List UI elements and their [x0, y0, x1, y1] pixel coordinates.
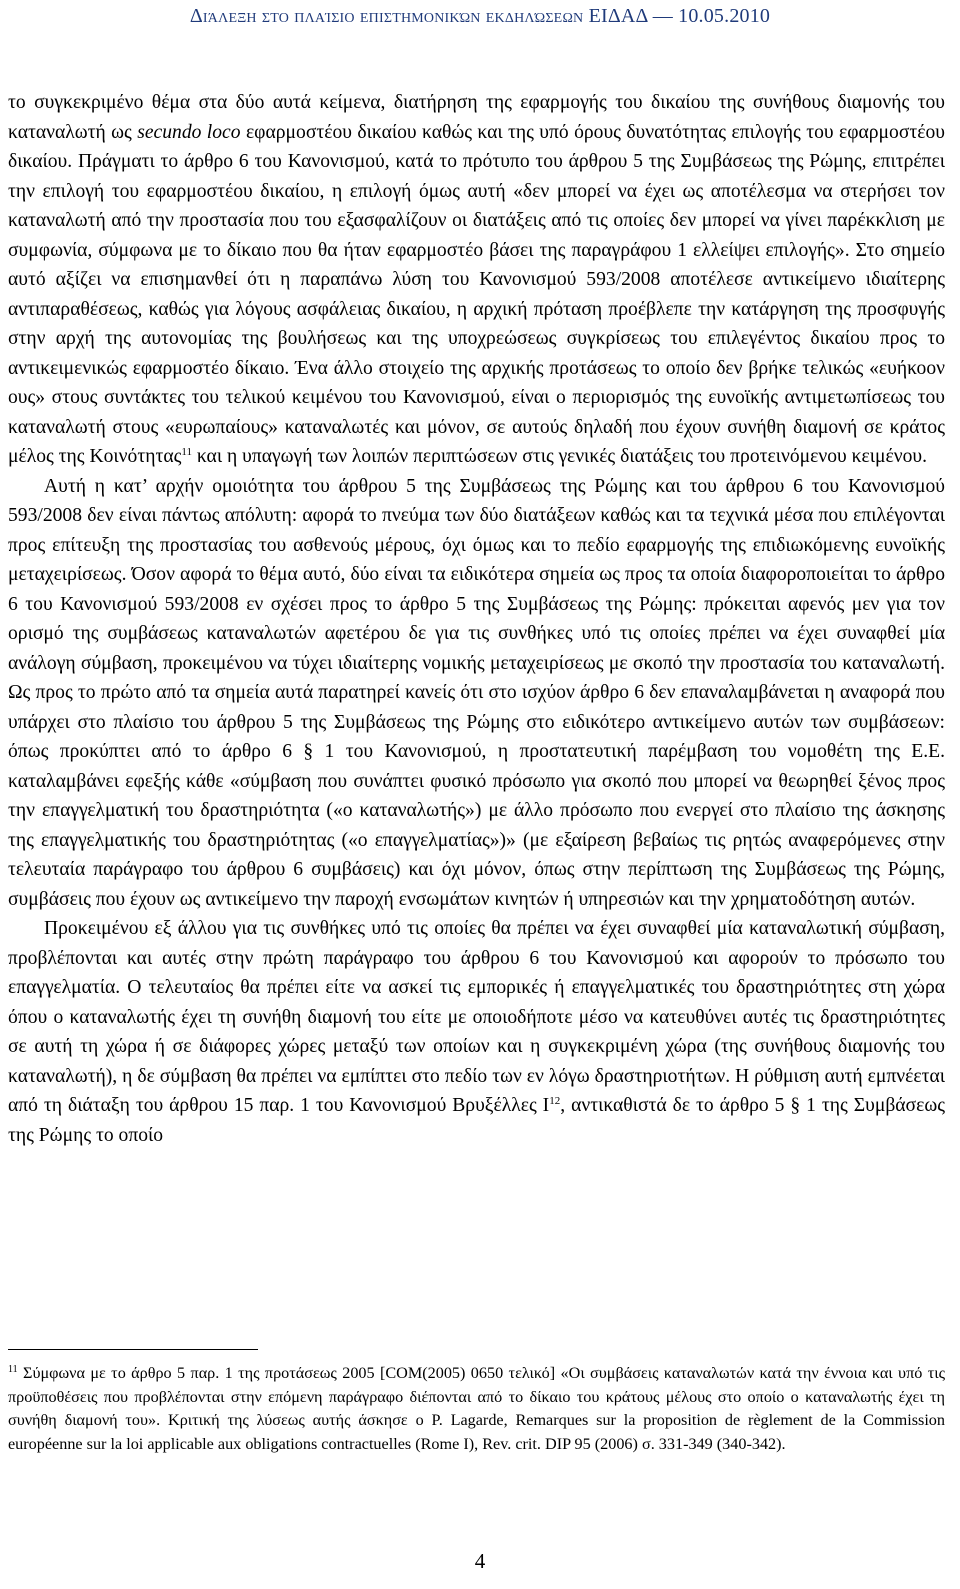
paragraph-1-text-c: και η υπαγωγή των λοιπών περιπτώσεων στις γενικές διατάξεις του προτεινόμενου κειμένου. — [191, 446, 927, 467]
header-date: — 10.05.2010 — [647, 5, 771, 27]
paragraph-3-text-a: Προκειμένου εξ άλλου για τις συνθήκες υπό τις οποίες θα πρέπει να έχει συναφθεί μία καταναλωτική σύμβαση, προβλέπονται και αυτές στην πρώτη παράγραφο του άρθρου 6 του Κανονισμού και αφορούν το πρόσωπο του επαγγελματία. Ο τελευταίος θα πρέπει είτε να ασκεί τις εμπορικές ή επαγγελματικές του δραστηριότητες στη χώρα όπου ο καταναλωτής έχει τη συνήθη διαμονή του είτε με οποιοδήποτε μέσο να κατευθύνει αυτές τις δραστηριότητες σε αυτή τη χώρα ή σε διάφορες χώρες μεταξύ των οποίων και η συγκεκριμένη χώρα (της συνήθους διαμονής του καταναλωτή), η δε σύμβαση θα πρέπει να εμπίπτει στο πεδίο των εν λόγω δραστηριοτήτων. Η ρύθμιση αυτή εμπνέεται από τη διάταξη του άρθρου 15 παρ. 1 του Κανονισμού Βρυξέλλες Ι — [8, 918, 945, 1116]
page-number: 4 — [474, 1549, 486, 1573]
header-organization: ΕΙΔΑΔ — [588, 5, 648, 27]
paragraph-1-text-a: το συγκεκριμένο θέμα στα δύο αυτά κείμενα, διατήρηση της εφαρμογής του δικαίου της συνήθους διαμονής του καταναλωτή ως — [8, 92, 945, 143]
paragraph-3 — [8, 914, 945, 1150]
footnote-11 — [8, 1362, 945, 1456]
footnote-separator — [8, 1349, 258, 1350]
footnote-ref-12[interactable]: 12 — [549, 1095, 561, 1107]
paragraph-1-latin-phrase: secundo loco — [137, 121, 241, 143]
page-header — [0, 5, 960, 28]
footnote-ref-11[interactable]: 11 — [181, 446, 192, 458]
main-text — [8, 88, 945, 1150]
footnote-number: 11 — [8, 1364, 18, 1375]
footnote-text-greek: Σύμφωνα με το άρθρο 5 παρ. 1 της προτάσεως 2005 [COM(2005) 0650 τελικό] «Οι συμβάσεις καταναλωτών κατά την έννοια και υπό τις προϋποθέσεις που προβλέπονται στην επόμενη παράγραφο διέπονται από το δίκαιο του κράτους μέλους στο οποίο ο καταναλωτής έχει τη συνήθη διαμονή του». Κριτική της λύσεως αυτής άσκησε ο P. Lagarde, — [8, 1364, 945, 1429]
footnote-text-french: Remarques sur la proposition de règlement de la Commission européenne sur la loi applicable aux obligations contractuelles (Rome I), Rev. crit. DIP 95 (2006) σ. 331-349 (340-342). — [8, 1411, 945, 1453]
paragraph-1 — [8, 88, 945, 472]
paragraph-1-text-b: εφαρμοστέου δικαίου καθώς και της υπό όρους δυνατότητας επιλογής του εφαρμοστέου δικαίου. Πράγματι το άρθρο 6 του Κανονισμού, κατά το πρότυπο του άρθρου 5 της Συμβάσεως της Ρώμης, επιτρέπει την επιλογή του εφαρμοστέου δικαίου, η επιλογή όμως αυτή «δεν μπορεί να έχει ως αποτέλεσμα να στερήσει τον καταναλωτή από την προστασία που του εξασφαλίζουν οι διατάξεις από τις οποίες δεν μπορεί να γίνει παρέκκλιση με συμφωνία, σύμφωνα με το δίκαιο που θα ήταν εφαρμοστέο βάσει της παραγράφου 1 ελλείψει επιλογής». Στο σημείο αυτό αξίζει να επισημανθεί ότι η παραπάνω λύση του Κανονισμού 593/2008 αποτέλεσε αντικείμενο ιδιαίτερης αντιπαραθέσεως, καθώς για λόγους ασφάλειας δικαίου, η αρχική πρόταση προέβλεπε την κατάργηση της προσφυγής στην αρχή της αυτονομίας της βουλήσεως και της υποχρεώσεως συγκρίσεως του επιλεγέντος δικαίου προς το αντικειμενικώς εφαρμοστέο δίκαιο. Ένα άλλο στοιχείο της αρχικής προτάσεως το οποίο δεν βρήκε τελικώς «ευήκοον ους» στους συντάκτες του τελικού κειμένου του Κανονισμού, είναι ο περιορισμός της ευνοϊκής αντιμετωπίσεως του καταναλωτή στους «ευρωπαίους» καταναλωτές και μόνον, σε αυτούς δηλαδή που έχουν συνήθη διαμονή σε κράτος μέλος της Κοινότητας — [8, 121, 946, 467]
header-title: Διάλεξη στο πλαίσιο επιστημονικών εκδηλώσεων — [189, 5, 589, 27]
paragraph-3-text-b: , αντικαθιστά δε το άρθρο 5 § 1 της Συμβάσεως της Ρώμης το οποίο — [8, 1095, 946, 1146]
paragraph-2: Αυτή η κατ’ αρχήν ομοιότητα του άρθρου 5 της Συμβάσεως της Ρώμης και του άρθρου 6 του Κανονισμού 593/2008 δεν είναι πάντως απόλυτη: αφορά το πνεύμα των δύο διατάξεων καθώς και τα τεχνικά μέσα που επιλέγονται προς επίτευξη της προστασίας του ασθενούς μέρους, όχι όμως και το πεδίο εφαρμογής της επιδιωκόμενης ευνοϊκής μεταχειρίσεως. Όσον αφορά το θέμα αυτό, δύο είναι τα ειδικότερα σημεία ως προς τα οποία διαφοροποιείται το άρθρο 6 του Κανονισμού 593/2008 εν σχέσει προς το άρθρο 5 της Συμβάσεως της Ρώμης: πρόκειται αφενός μεν για τον ορισμό της συμβάσεως καταναλωτών αφετέρου δε για τις συνθήκες υπό τις οποίες πρέπει να έχει συναφθεί μία ανάλογη σύμβαση, προκειμένου να τύχει ιδιαίτερης νομικής μεταχειρίσεως με σκοπό την προστασία του καταναλωτή. Ως προς το πρώτο από τα σημεία αυτά παρατηρεί κανείς ότι στο ισχύον άρθρο 6 δεν επαναλαμβάνεται η αναφορά που υπάρχει στο πλαίσιο του άρθρου 5 της Συμβάσεως της Ρώμης στο ειδικότερο αντικείμενο αυτών των συμβάσεων: όπως προκύπτει από το άρθρο 6 § 1 του Κανονισμού, η προστατευτική παρέμβαση του νομοθέτη της Ε.Ε. καταλαμβάνει εφεξής κάθε «σύμβαση που συνάπτει φυσικό πρόσωπο για σκοπό που μπορεί να θεωρηθεί ξένος προς την επαγγελματική του δραστηριότητα («ο καταναλωτής») με άλλο πρόσωπο που ενεργεί στο πλαίσιο της άσκησης της επαγγελματικής του δραστηριότητας («ο επαγγελματίας»)» (με εξαίρεση βεβαίως τις ρητώς αναφερόμενες στην τελευταία παράγραφο του άρθρου 6 συμβάσεις) και όχι μόνον, όπως στην περίπτωση της Συμβάσεως της Ρώμης, συμβάσεις που έχουν ως αντικείμενο την παροχή ενσωμάτων κινητών ή υπηρεσιών και την χρηματοδότηση αυτών. — [8, 475, 945, 910]
